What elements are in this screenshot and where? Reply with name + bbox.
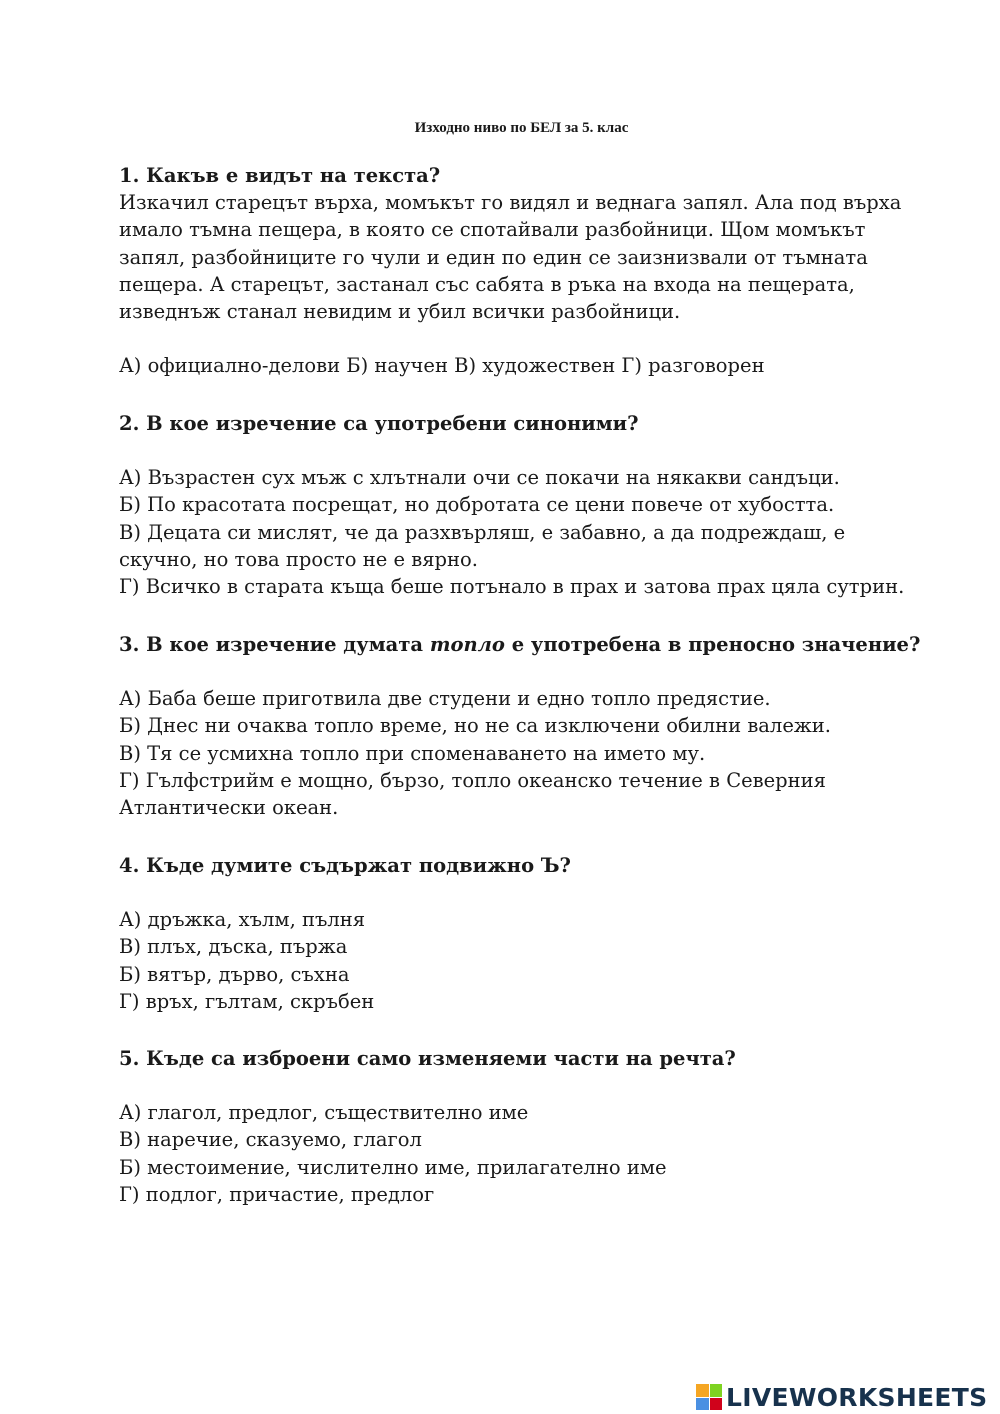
question-5-option-b[interactable]: Б) местоимение, числително име, прилагателно име — [119, 1155, 667, 1179]
question-2-option-d[interactable]: Г) Всичко в старата къща беше потънало в прах и затова прах цяла сутрин. — [119, 575, 905, 599]
logo-text: LIVEWORKSHEETS — [726, 1382, 988, 1412]
question-5-heading: 5. Къде са изброени само изменяеми части на речта? — [119, 1047, 736, 1070]
question-2-option-c[interactable]: В) Децата си мислят, че да разхвърляш, е забавно, а да подреждаш, е — [119, 520, 846, 544]
question-4-option-c[interactable]: В) плъх, дъска, пържа — [119, 935, 348, 959]
question-2 — [119, 410, 939, 600]
question-5-option-c[interactable]: В) наречие, сказуемо, глагол — [119, 1128, 422, 1152]
question-2-heading: 2. В кое изречение са употребени синоними? — [119, 412, 639, 435]
question-5-option-d[interactable]: Г) подлог, причастие, предлог — [119, 1182, 435, 1206]
question-3-heading: 3. В кое изречение думата топло е употребена в преносно значение? — [119, 633, 921, 656]
question-5 — [119, 1045, 939, 1208]
question-4-option-a[interactable]: А) дръжка, хълм, пълня — [119, 908, 366, 931]
question-1-options[interactable]: А) официално-делови Б) научен В) художествен Г) разговорен — [119, 354, 765, 378]
question-2-option-b[interactable]: Б) По красотата посрещат, но добротата се цени повече от хубостта. — [119, 493, 835, 517]
logo-squares-icon — [696, 1384, 722, 1410]
question-4 — [119, 852, 939, 1015]
question-2-option-a[interactable]: А) Възрастен сух мъж с хлътнали очи се покачи на някакви сандъци. — [119, 466, 840, 489]
question-4-option-b[interactable]: Б) вятър, дърво, съхна — [119, 962, 350, 986]
question-4-heading: 4. Къде думите съдържат подвижно Ъ? — [119, 854, 571, 877]
emphasized-word: топло — [429, 633, 505, 656]
question-5-option-a[interactable]: А) глагол, предлог, съществително име — [119, 1101, 529, 1124]
liveworksheets-logo — [696, 1380, 987, 1414]
question-3-option-a[interactable]: А) Баба беше приготвила две студени и едно топло предястие. — [119, 687, 771, 710]
question-3-option-d[interactable]: Г) Гълфстрийм е мощно, бързо, топло океанско течение в Северния — [119, 768, 826, 792]
question-1-text: Изкачил старецът върха, момъкът го видял и веднага запял. Ала под върха имало тъмна пещера, в която се спотайвали разбойници. Щом момъкът запял, разбойниците го чули и един по един се заизнизвали от тъмната пещера. А старецът, застанал със сабята в ръка на входа на пещерата, изведнъж станал невидим и убил всички разбойници. — [119, 191, 902, 324]
question-1-heading: 1. Какъв е видът на текста? — [119, 164, 441, 187]
question-4-option-d[interactable]: Г) връх, гълтам, скръбен — [119, 989, 375, 1013]
question-3 — [119, 631, 939, 821]
question-3-option-c[interactable]: В) Тя се усмихна топло при споменаването на името му. — [119, 741, 706, 765]
question-1 — [119, 162, 939, 380]
question-3-option-d-cont[interactable]: Атлантически океан. — [119, 796, 339, 820]
document-title: Изходно ниво по БЕЛ за 5. клас — [414, 120, 629, 136]
question-2-option-c-cont[interactable]: скучно, но това просто не е вярно. — [119, 547, 478, 571]
question-3-option-b[interactable]: Б) Днес ни очаква топло време, но не са изключени обилни валежи. — [119, 714, 831, 738]
